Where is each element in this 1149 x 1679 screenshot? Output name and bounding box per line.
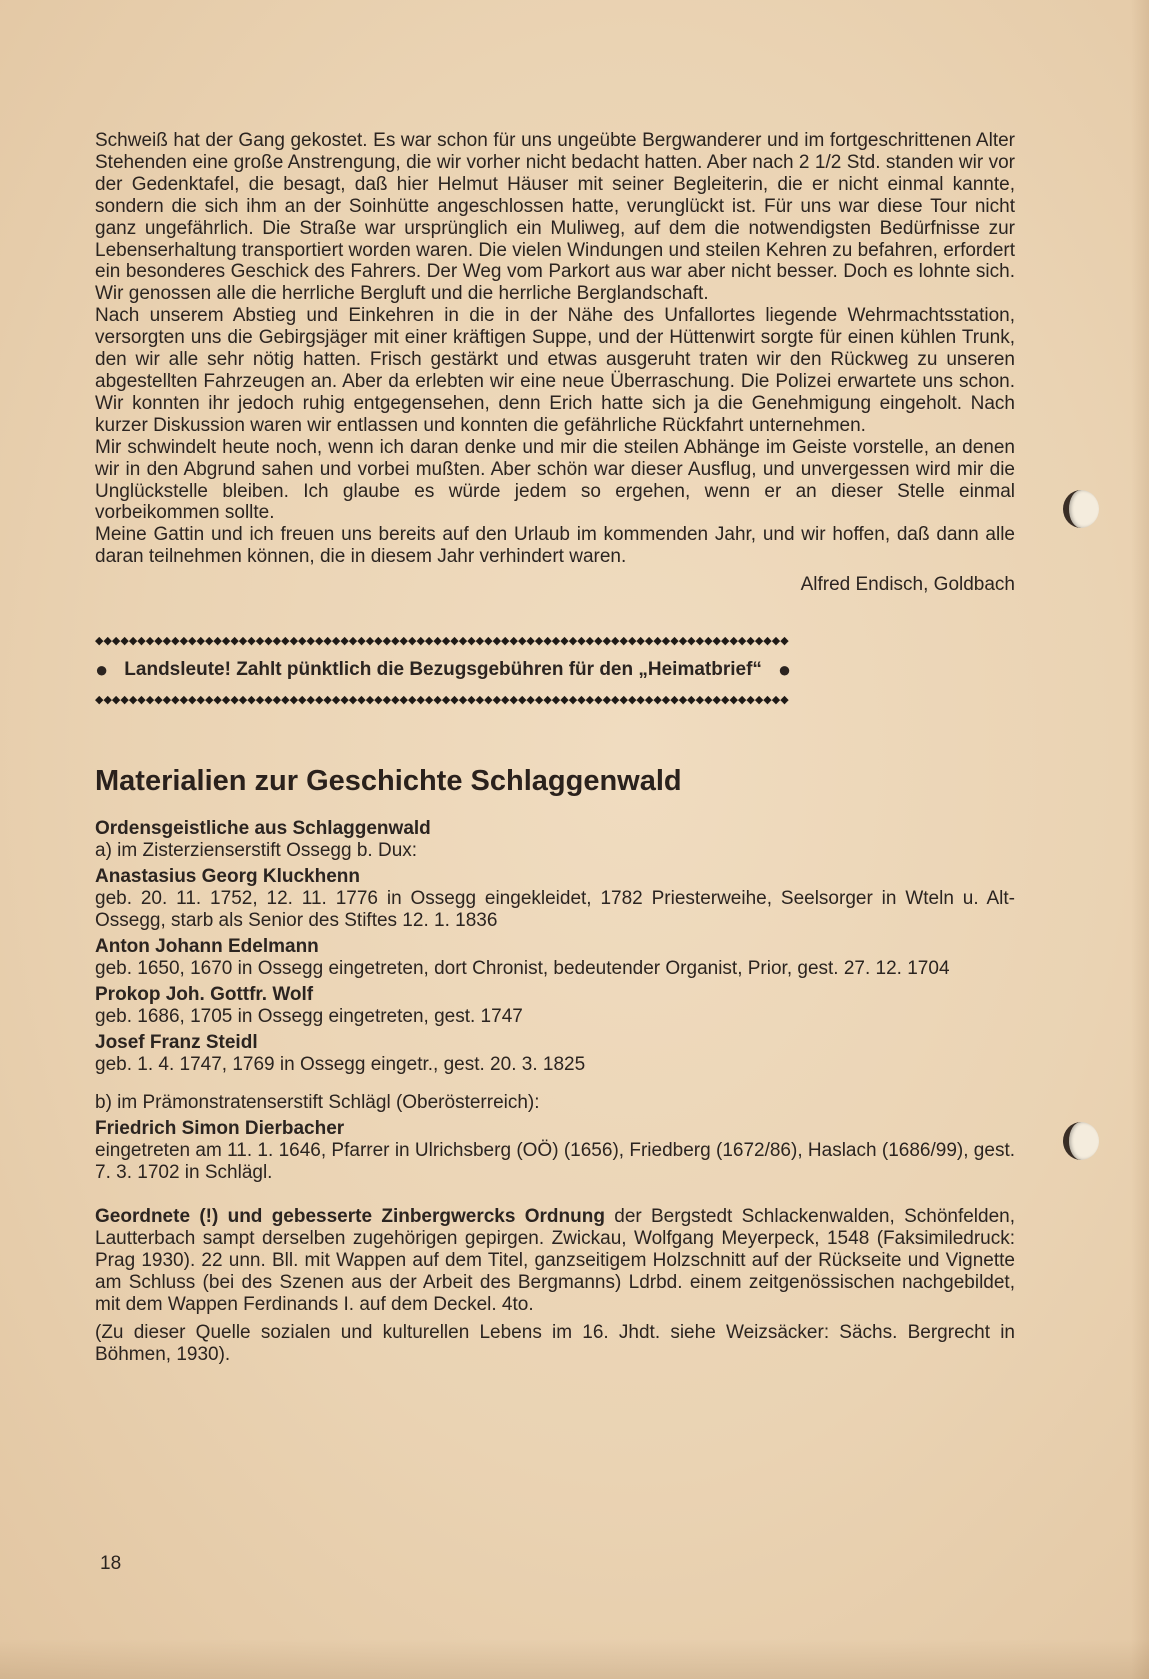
article-body	[95, 130, 1015, 568]
entry-name: Prokop Joh. Gottfr. Wolf	[95, 984, 314, 1006]
ordnung-paragraph	[95, 1206, 1015, 1316]
article-paragraph: Schweiß hat der Gang gekostet. Es war schon für uns ungeübte Bergwanderer und im fortgeschrittenen Alter Stehenden eine große Anstrengung, die wir vorher nicht bedacht hatten. Aber nach 2 1/2 Std. standen wir vor der Gedenktafel, die besagt, daß hier Helmut Häuser mit seiner Begleiterin, die er nicht einmal kannte, sondern die sich ihm an der Soinhütte angeschlossen hatte, verunglückt ist. Für uns war diese Tour nicht ganz ungefährlich. Die Straße war ursprünglich ein Muliweg, auf dem die notwendigsten Bedürfnisse zur Lebenserhaltung transportiert worden waren. Die vielen Windungen und steilen Kehren zu befahren, erfordert ein besonderes Geschick des Fahrers. Der Weg vom Parkort aus war aber nicht besser. Doch es lohnte sich. Wir genossen alle die herrliche Bergluft und die herrliche Berglandschaft.	[95, 130, 1015, 305]
article-paragraph: Mir schwindelt heute noch, wenn ich daran denke und mir die steilen Abhänge im Geiste vorstelle, an denen wir in den Abgrund sahen und vorbei mußten. Aber schön war dieser Ausflug, und unvergessen wird mir die Unglückstelle bleiben. Ich glaube es würde jedem so ergehen, wenn er an dieser Stelle einmal vorbeikommen sollte.	[95, 436, 1015, 524]
diamond-border-bottom: ◆◆◆◆◆◆◆◆◆◆◆◆◆◆◆◆◆◆◆◆◆◆◆◆◆◆◆◆◆◆◆◆◆◆◆◆◆◆◆◆◆◆◆◆◆◆◆◆◆◆◆◆◆◆◆◆◆◆◆◆◆◆◆◆◆◆◆◆◆◆◆◆◆◆◆◆◆◆◆◆◆◆	[95, 694, 789, 707]
entries-b	[95, 1118, 1015, 1184]
diamond-border-top: ◆◆◆◆◆◆◆◆◆◆◆◆◆◆◆◆◆◆◆◆◆◆◆◆◆◆◆◆◆◆◆◆◆◆◆◆◆◆◆◆◆◆◆◆◆◆◆◆◆◆◆◆◆◆◆◆◆◆◆◆◆◆◆◆◆◆◆◆◆◆◆◆◆◆◆◆◆◆◆◆◆◆	[95, 635, 789, 648]
section-subtitle: Ordensgeistliche aus Schlaggenwald	[95, 818, 431, 840]
part-a-heading: a) im Zisterzienserstift Ossegg b. Dux:	[95, 840, 418, 862]
page-content	[95, 130, 1015, 1366]
page-bottom-shadow	[0, 1639, 1149, 1679]
article-paragraph: Meine Gattin und ich freuen uns bereits auf den Urlaub im kommenden Jahr, und wir hoffen, daß dann alle daran teilnehmen können, die in diesem Jahr verhindert waren.	[95, 524, 1015, 568]
entry-text: geb. 1650, 1670 in Ossegg eingetreten, dort Chronist, bedeutender Organist, Prior, gest. 27. 12. 1704	[95, 958, 950, 980]
page-number: 18	[100, 1553, 122, 1574]
entry-text: eingetreten am 11. 1. 1646, Pfarrer in Ulrichsberg (OÖ) (1656), Friedberg (1672/86), Haslach (1686/99), gest. 7. 3. 1702 in Schlägl.	[95, 1140, 1015, 1184]
entry-text: geb. 1. 4. 1747, 1769 in Ossegg eingetr., gest. 20. 3. 1825	[95, 1054, 586, 1076]
section-title: Materialien zur Geschichte Schlaggenwald	[95, 765, 682, 798]
bullet-icon: ●	[777, 657, 792, 683]
entries-a	[95, 866, 1015, 1076]
banner-line	[95, 659, 1015, 681]
article-paragraph: Nach unserem Abstieg und Einkehren in die in der Nähe des Unfallortes liegende Wehrmachtsstation, versorgten uns die Gebirgsjäger mit einer kräftigen Suppe, und der Hüttenwirt sorgte für einen kühlen Trunk, den wir alle sehr nötig hatten. Frisch gestärkt und etwas ausgeruht traten wir den Rückweg zu unseren abgestellten Fahrzeugen an. Aber da erlebten wir eine neue Überraschung. Die Polizei erwartete uns schon. Wir konnten ihr jedoch ruhig entgegensehen, denn Erich hatte sich ja die Genehmigung eingeholt. Nach kurzer Diskussion waren wir entlassen und konnten die gefährliche Rückfahrt unternehmen.	[95, 305, 1015, 436]
source-note: (Zu dieser Quelle sozialen und kulturellen Lebens im 16. Jhdt. siehe Weizsäcker: Sächs. Bergrecht in Böhmen, 1930).	[95, 1322, 1015, 1366]
entry-name: Anton Johann Edelmann	[95, 936, 319, 958]
page-edge-shadow	[1131, 0, 1149, 1679]
bullet-icon: ●	[95, 657, 109, 683]
punch-hole-upper	[1063, 490, 1099, 528]
part-b-heading: b) im Prämonstratenserstift Schlägl (Oberösterreich):	[95, 1092, 540, 1114]
ordnung-text: der Bergstedt Schlackenwalden, Schönfelden, Lautterbach sampt derselben zugehörigen gepirgen. Zwickau, Wolfgang Meyerpeck, 1548 (Faksimiledruck: Prag 1930). 22 unn. Bll. mit Wappen auf dem Titel, ganzseitigem Holzschnitt auf der Rückseite und Vignette am Schluss (bei des Szenen aus der Arbeit des Bergmanns) Ldrbd. einem zeitgenössischen nachgebildet, mit dem Wappen Ferdinands I. auf dem Deckel. 4to.	[95, 1206, 1015, 1316]
ordnung-title: Geordnete (!) und gebesserte Zinbergwercks Ordnung	[95, 1206, 605, 1228]
punch-hole-lower	[1063, 1122, 1099, 1160]
entry-name: Josef Franz Steidl	[95, 1032, 258, 1054]
entry-name: Friedrich Simon Dierbacher	[95, 1118, 345, 1140]
article-signature: Alfred Endisch, Goldbach	[800, 574, 1015, 596]
subscription-banner	[95, 634, 1015, 707]
banner-text: Landsleute! Zahlt pünktlich die Bezugsgebühren für den „Heimatbrief“	[124, 659, 762, 681]
entry-text: geb. 20. 11. 1752, 12. 11. 1776 in Ossegg eingekleidet, 1782 Priesterweihe, Seelsorger in Wteln u. Alt-Ossegg, starb als Senior des Stiftes 12. 1. 1836	[95, 888, 1015, 932]
entry-name: Anastasius Georg Kluckhenn	[95, 866, 361, 888]
entry-text: geb. 1686, 1705 in Ossegg eingetreten, gest. 1747	[95, 1006, 523, 1028]
